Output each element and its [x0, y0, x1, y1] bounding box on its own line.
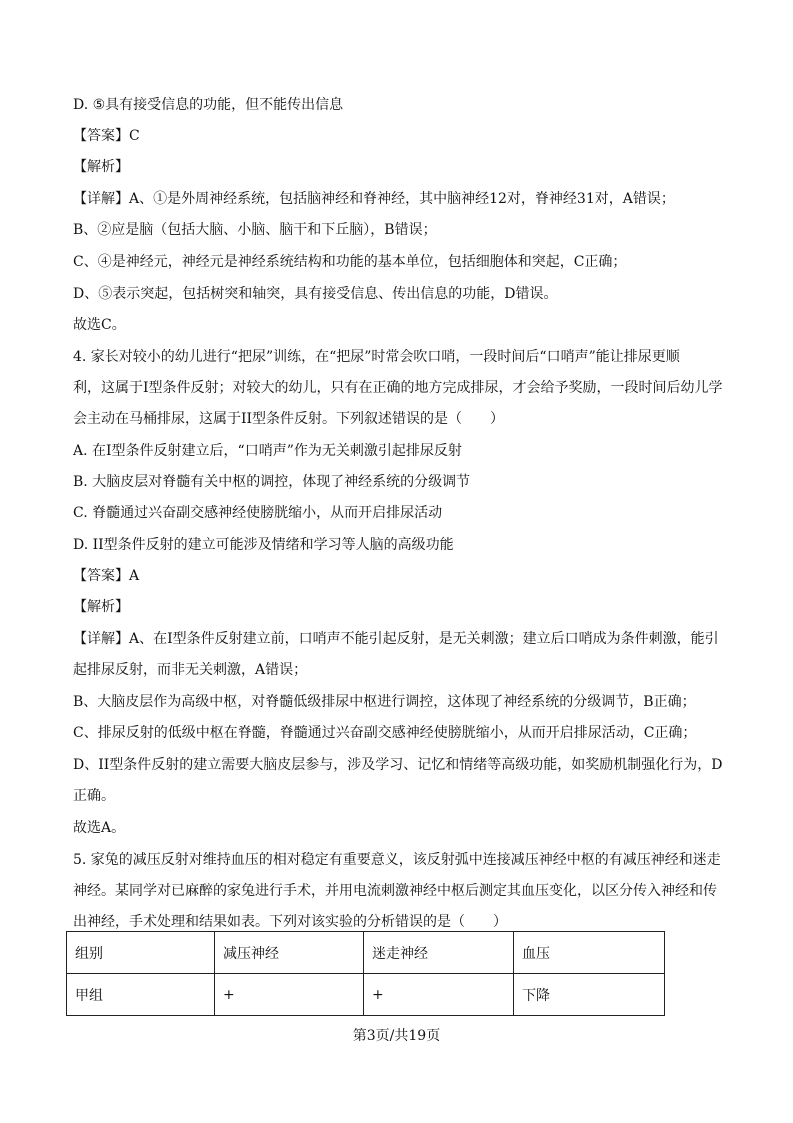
explanation-line: 起排尿反射，而非无关刺激，A错误； [73, 662, 308, 678]
explanation-line: B、大脑皮层作为高级中枢，对脊髓低级排尿中枢进行调控，这体现了神经系统的分级调节，B正确； [73, 694, 696, 710]
explanation-line: 【详解】A、在I型条件反射建立前，口哨声不能引起反射，是无关刺激；建立后口哨成为条件刺激，能引 [73, 631, 719, 647]
explanation-line: C、排尿反射的低级中枢在脊髓，脊髓通过兴奋副交感神经使膀胱缩小，从而开启排尿活动，C正确； [73, 725, 697, 741]
page-number-footer: 第3页/共19页 [352, 1028, 441, 1044]
question-4-stem: 利，这属于I型条件反射；对较大的幼儿，只有在正确的地方完成排尿，才会给予奖励，一段时间后幼儿学 [73, 380, 723, 396]
table-row [67, 974, 665, 1016]
experiment-table [66, 931, 665, 1016]
table-cell: + [364, 974, 514, 1016]
conclusion-line: 故选C。 [73, 317, 126, 333]
table-header-cell: 迷走神经 [364, 932, 514, 974]
answer-label: 【答案】C [73, 128, 140, 144]
table-header-row [67, 932, 665, 974]
option-a: A. 在I型条件反射建立后，“口哨声”作为无关刺激引起排尿反射 [73, 443, 462, 459]
explanation-line: 【详解】A、①是外周神经系统，包括脑神经和脊神经，其中脑神经12对，脊神经31对，A错误； [73, 191, 675, 207]
table-cell: 下降 [514, 974, 665, 1016]
table-cell: + [215, 974, 364, 1016]
explanation-line: 正确。 [73, 788, 115, 804]
question-5-stem: 出神经，手术处理和结果如表。下列对该实验的分析错误的是（ ） [73, 914, 507, 930]
question-4-stem: 会主动在马桶排尿，这属于II型条件反射。下列叙述错误的是（ ） [73, 411, 505, 427]
option-d-line: D. ⑤具有接受信息的功能，但不能传出信息 [73, 97, 344, 113]
question-5-stem: 5. 家兔的减压反射对维持血压的相对稳定有重要意义，该反射弧中连接减压神经中枢的有减压神经和迷走 [73, 852, 721, 868]
conclusion-line: 故选A。 [73, 820, 126, 836]
explanation-line: D、II型条件反射的建立需要大脑皮层参与，涉及学习、记忆和情绪等高级功能，如奖励机制强化行为，D [73, 757, 723, 773]
explanation-line: C、④是神经元，神经元是神经系统结构和功能的基本单位，包括细胞体和突起，C正确； [73, 254, 627, 270]
answer-label: 【答案】A [73, 568, 140, 584]
question-4-stem: 4. 家长对较小的幼儿进行“把尿”训练，在“把尿”时常会吹口哨，一段时间后“口哨声”能让排尿更顺 [73, 349, 680, 365]
table-header-cell: 血压 [514, 932, 665, 974]
table-header-cell: 减压神经 [215, 932, 364, 974]
explanation-line: B、②应是脑（包括大脑、小脑、脑干和下丘脑），B错误； [73, 222, 437, 238]
table-header-cell: 组别 [67, 932, 215, 974]
question-5-stem: 神经。某同学对已麻醉的家兔进行手术，并用电流刺激神经中枢后测定其血压变化，以区分传入神经和传 [73, 883, 717, 899]
analysis-label: 【解析】 [73, 159, 129, 175]
analysis-label: 【解析】 [73, 599, 129, 615]
option-d: D. II型条件反射的建立可能涉及情绪和学习等人脑的高级功能 [73, 537, 454, 553]
explanation-line: D、⑤表示突起，包括树突和轴突，具有接受信息、传出信息的功能，D错误。 [73, 286, 558, 302]
table-cell: 甲组 [67, 974, 215, 1016]
option-b: B. 大脑皮层对脊髓有关中枢的调控，体现了神经系统的分级调节 [73, 474, 471, 490]
option-c: C. 脊髓通过兴奋副交感神经使膀胱缩小，从而开启排尿活动 [73, 505, 443, 521]
